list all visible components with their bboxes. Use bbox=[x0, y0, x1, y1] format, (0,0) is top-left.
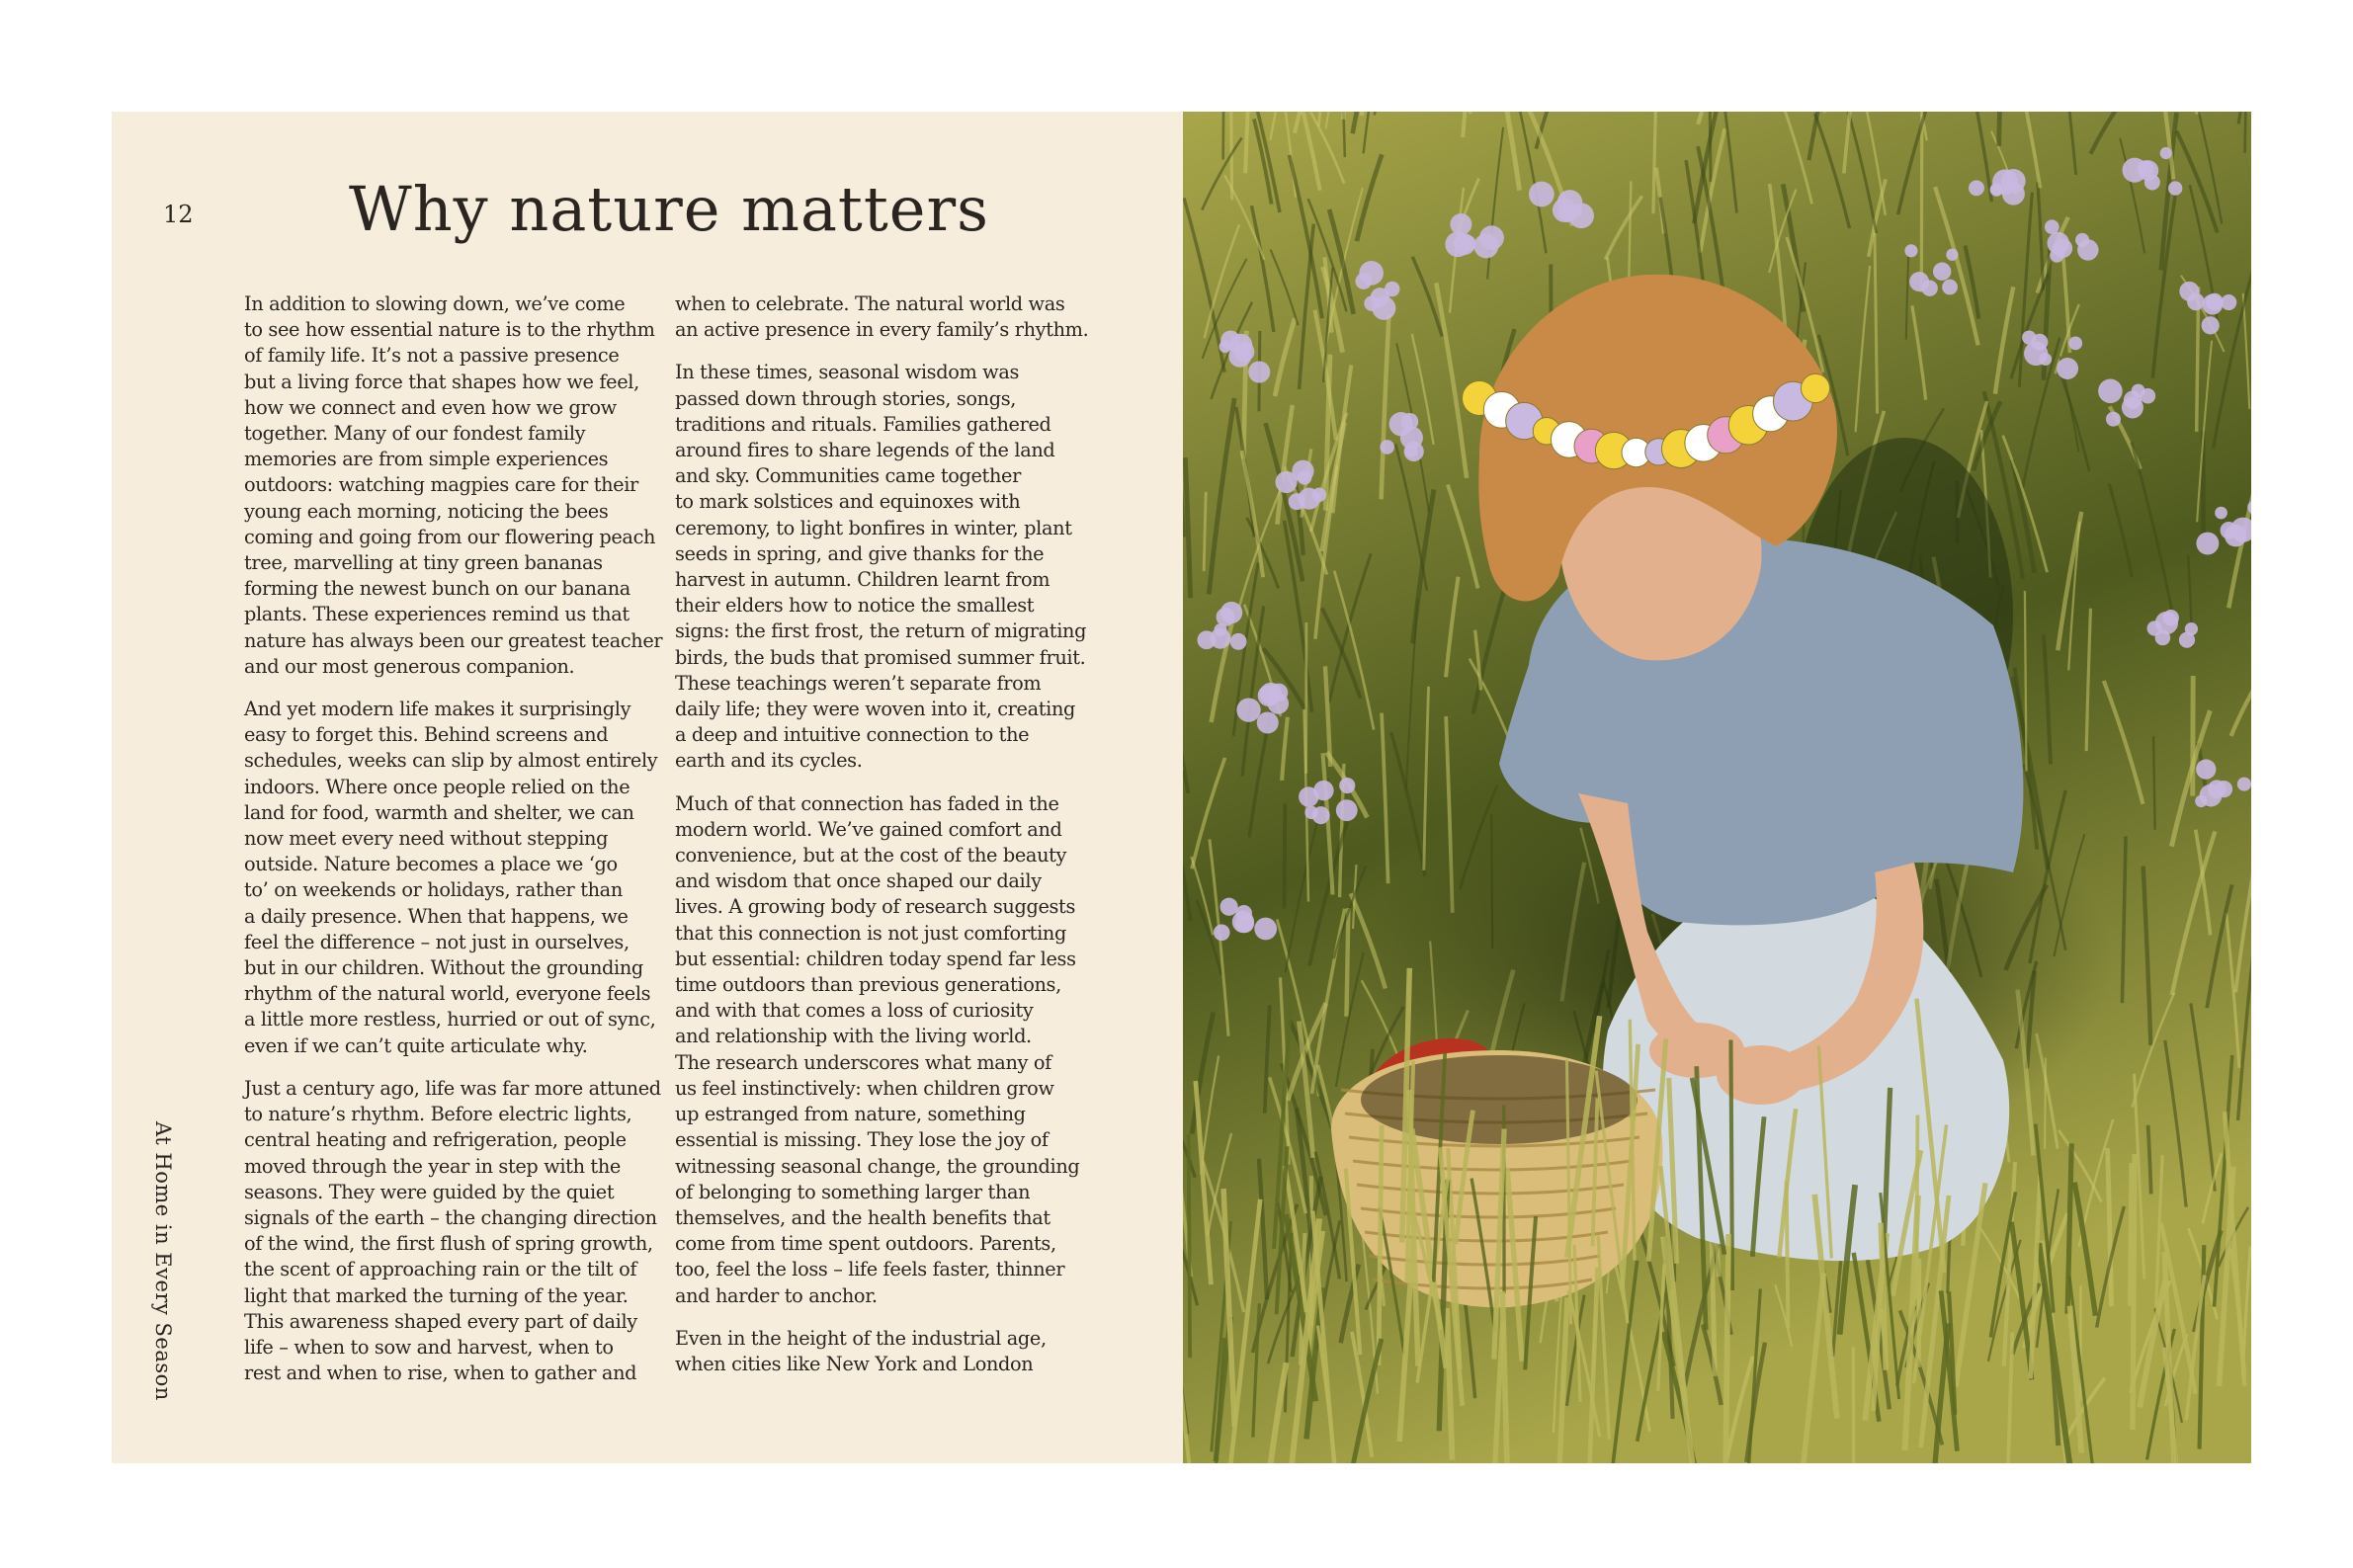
text-line: even if we can’t quite articulate why. bbox=[244, 1033, 588, 1057]
text-line: tree, marvelling at tiny green bananas bbox=[244, 551, 603, 575]
wildflower bbox=[1299, 786, 1318, 806]
wildflower bbox=[2045, 219, 2059, 234]
text-line: The research underscores what many of bbox=[675, 1050, 1051, 1074]
wildflower bbox=[2057, 358, 2078, 379]
wildflower bbox=[1299, 488, 1320, 510]
text-line: seasons. They were guided by the quiet bbox=[244, 1180, 615, 1203]
text-line: memories are from simple experiences bbox=[244, 448, 609, 471]
text-line: but a living force that shapes how we feel, bbox=[244, 370, 639, 393]
photo-illustration bbox=[1183, 112, 2251, 1463]
text-line: modern world. We’ve gained comfort and bbox=[675, 817, 1062, 841]
wildflower bbox=[1336, 799, 1358, 821]
text-line: nature has always been our greatest teacher bbox=[244, 628, 663, 652]
wildflower bbox=[1909, 272, 1929, 291]
wildflower bbox=[2202, 294, 2223, 315]
wildflower bbox=[1479, 225, 1504, 250]
text-line: outdoors: watching magpies care for their bbox=[244, 473, 638, 497]
wildflower bbox=[2031, 334, 2048, 351]
grass-blade bbox=[2133, 1154, 2135, 1430]
wildflower bbox=[1339, 778, 1355, 793]
wildflower bbox=[2202, 316, 2220, 334]
text-line: Just a century ago, life was far more attuned bbox=[244, 1076, 661, 1100]
text-line: Much of that connection has faded in the bbox=[675, 791, 1059, 815]
text-line: to mark solstices and equinoxes with bbox=[675, 490, 1021, 514]
wildflower bbox=[1217, 608, 1235, 626]
wildflower bbox=[2068, 336, 2082, 350]
wildflower bbox=[2141, 388, 2155, 403]
wildflower bbox=[1219, 341, 1230, 353]
text-line: now meet every need without stepping bbox=[244, 827, 609, 851]
book-spread bbox=[112, 112, 2251, 1463]
text-line: the scent of approaching rain or the tilt of bbox=[244, 1258, 637, 1281]
text-line: birds, the buds that promised summer fruit. bbox=[675, 645, 1086, 669]
page-title: Why nature matters bbox=[349, 173, 989, 245]
wildflower bbox=[2196, 533, 2219, 555]
photo-child-picking-flowers bbox=[1183, 112, 2251, 1463]
text-line: schedules, weeks can slip by almost entirely bbox=[244, 749, 658, 773]
text-line: easy to forget this. Behind screens and bbox=[244, 723, 609, 747]
text-line: but essential: children today spend far less bbox=[675, 947, 1076, 970]
grass-blade bbox=[2130, 1163, 2131, 1306]
text-line: a daily presence. When that happens, we bbox=[244, 904, 629, 928]
wildflower bbox=[2168, 181, 2182, 195]
wildflower bbox=[1210, 628, 1230, 649]
text-line: rest and when to rise, when to gather and bbox=[244, 1362, 637, 1385]
wildflower bbox=[2138, 160, 2154, 177]
wildflower bbox=[1405, 446, 1417, 457]
paragraph bbox=[675, 360, 1090, 774]
text-line: passed down through stories, songs, bbox=[675, 386, 1017, 410]
wildflower bbox=[1990, 183, 2003, 196]
wildflower bbox=[2221, 522, 2238, 539]
text-line: light that marked the turning of the year. bbox=[244, 1283, 629, 1307]
text-line: signs: the first frost, the return of migrating bbox=[675, 619, 1087, 643]
grass-blade bbox=[1346, 908, 1348, 1017]
text-line: coming and going from our flowering peach bbox=[244, 525, 656, 548]
grass-blade bbox=[1787, 1181, 1789, 1328]
text-line: to nature’s rhythm. Before electric lights, bbox=[244, 1103, 632, 1126]
paragraph bbox=[244, 697, 659, 1059]
text-line: witnessing seasonal change, the grounding bbox=[675, 1154, 1080, 1178]
text-line: when to celebrate. The natural world was bbox=[675, 292, 1065, 315]
wildflower bbox=[1969, 180, 1984, 196]
text-line: These teachings weren’t separate from bbox=[675, 671, 1042, 695]
text-line: and our most generous companion. bbox=[244, 654, 575, 678]
wildflower bbox=[2195, 795, 2207, 807]
text-line: and relationship with the living world. bbox=[675, 1025, 1032, 1048]
text-line: around fires to share legends of the land bbox=[675, 439, 1055, 462]
text-line: life – when to sow and harvest, when to bbox=[244, 1335, 614, 1359]
text-page bbox=[112, 112, 1183, 1463]
wildflower bbox=[1298, 470, 1312, 485]
grass-blade bbox=[1379, 1125, 1382, 1365]
text-line: plants. These experiences remind us that bbox=[244, 603, 630, 626]
wildflower bbox=[1254, 918, 1277, 941]
running-head: At Home in Every Season bbox=[151, 1121, 175, 1401]
text-line: a deep and intuitive connection to the bbox=[675, 723, 1030, 747]
wildflower bbox=[1220, 898, 1238, 916]
paragraph bbox=[244, 291, 663, 680]
text-line: In these times, seasonal wisdom was bbox=[675, 361, 1020, 384]
text-line: of the wind, the first flush of spring growth, bbox=[244, 1232, 653, 1256]
text-line: and wisdom that once shaped our daily bbox=[675, 869, 1042, 893]
text-line: an active presence in every family’s rhythm. bbox=[675, 318, 1089, 342]
text-line: their elders how to notice the smallest bbox=[675, 594, 1035, 618]
text-line: moved through the year in step with the bbox=[244, 1154, 621, 1178]
text-line: signals of the earth – the changing direction bbox=[244, 1205, 657, 1229]
wildflower bbox=[1230, 633, 1247, 650]
text-column-2 bbox=[675, 291, 1090, 1394]
wildflower bbox=[2155, 612, 2178, 634]
wildflower bbox=[2160, 147, 2172, 159]
text-line: of family life. It’s not a passive presence bbox=[244, 344, 620, 368]
wildflower bbox=[1312, 806, 1330, 824]
wildflower bbox=[2144, 175, 2160, 191]
text-line: time outdoors than previous generations, bbox=[675, 973, 1061, 997]
text-line: indoors. Where once people relied on the bbox=[244, 775, 630, 798]
wildflower bbox=[2077, 239, 2098, 260]
text-line: a little more restless, hurried or out of sync, bbox=[244, 1008, 656, 1032]
wildflower bbox=[2196, 759, 2216, 779]
paragraph bbox=[675, 1326, 1090, 1377]
text-line: us feel instinctively: when children grow bbox=[675, 1076, 1054, 1100]
text-line: traditions and rituals. Families gathered bbox=[675, 412, 1051, 436]
text-line: land for food, warmth and shelter, we can bbox=[244, 800, 634, 824]
page-number: 12 bbox=[163, 201, 194, 228]
text-line: essential is missing. They lose the joy of bbox=[675, 1128, 1049, 1152]
paragraph bbox=[675, 291, 1090, 343]
wildflower bbox=[1359, 261, 1384, 286]
text-line: come from time spent outdoors. Parents, bbox=[675, 1232, 1056, 1256]
wildflower bbox=[1445, 231, 1471, 257]
paragraph bbox=[675, 791, 1090, 1309]
text-line: harvest in autumn. Children learnt from bbox=[675, 568, 1050, 592]
wildflower bbox=[2237, 778, 2251, 791]
wildflower bbox=[1257, 711, 1279, 733]
wildflower bbox=[2179, 632, 2195, 648]
text-line: And yet modern life makes it surprisingly bbox=[244, 698, 631, 721]
wildflower bbox=[2124, 390, 2143, 409]
text-line: outside. Nature becomes a place we ‘go bbox=[244, 853, 618, 876]
wildflower bbox=[1248, 361, 1270, 382]
text-line: but in our children. Without the grounding bbox=[244, 956, 643, 980]
text-line: seeds in spring, and give thanks for the bbox=[675, 541, 1045, 565]
grass-blade bbox=[2153, 736, 2155, 830]
text-line: of belonging to something larger than bbox=[675, 1180, 1031, 1203]
wildflower bbox=[2179, 282, 2199, 301]
wildflower bbox=[1214, 925, 1230, 942]
wildflower bbox=[2106, 412, 2121, 427]
wildflower bbox=[1260, 683, 1282, 704]
wildflower bbox=[1557, 190, 1583, 215]
wildflower bbox=[1946, 249, 1958, 261]
text-line: themselves, and the health benefits that bbox=[675, 1205, 1050, 1229]
text-line: earth and its cycles. bbox=[675, 749, 863, 773]
wildflower bbox=[1529, 182, 1555, 207]
text-line: lives. A growing body of research suggests bbox=[675, 895, 1075, 919]
text-line: and with that comes a loss of curiosity bbox=[675, 999, 1034, 1023]
wildflower bbox=[2098, 379, 2123, 404]
wildflower bbox=[1385, 282, 1399, 296]
paragraph bbox=[244, 1076, 659, 1386]
grass-blade bbox=[2025, 591, 2027, 771]
text-line: together. Many of our fondest family bbox=[244, 422, 586, 446]
wildflower bbox=[1276, 471, 1298, 493]
text-line: Even in the height of the industrial age, bbox=[675, 1326, 1047, 1350]
wildflower bbox=[1389, 412, 1413, 436]
wildflower bbox=[2215, 507, 2227, 520]
text-line: young each morning, noticing the bees bbox=[244, 499, 609, 523]
wildflower bbox=[2221, 294, 2236, 310]
wildflower bbox=[2001, 169, 2025, 193]
crown-flower bbox=[1801, 373, 1829, 402]
grass-blade bbox=[1712, 1234, 1715, 1376]
wildflower bbox=[1942, 280, 1958, 295]
wildflower bbox=[1904, 244, 1917, 257]
text-line: This awareness shaped every part of daily bbox=[244, 1309, 637, 1333]
text-line: to’ on weekends or holidays, rather than bbox=[244, 878, 623, 902]
wildflower bbox=[2216, 781, 2232, 797]
text-line: that this connection is not just comforting bbox=[675, 921, 1066, 945]
text-line: In addition to slowing down, we’ve come bbox=[244, 292, 626, 315]
text-line: up estranged from nature, something bbox=[675, 1103, 1026, 1126]
text-line: too, feel the loss – life feels faster, thinner bbox=[675, 1258, 1065, 1281]
text-line: and sky. Communities came together bbox=[675, 464, 1021, 488]
wildflower bbox=[1235, 914, 1255, 934]
text-line: daily life; they were woven into it, creating bbox=[675, 698, 1076, 721]
text-line: forming the newest bunch on our banana bbox=[244, 577, 630, 601]
text-line: how we connect and even how we grow bbox=[244, 395, 617, 419]
wildflower bbox=[1236, 698, 1260, 721]
text-line: central heating and refrigeration, people bbox=[244, 1128, 627, 1152]
text-line: to see how essential nature is to the rhythm bbox=[244, 318, 655, 342]
text-line: when cities like New York and London bbox=[675, 1352, 1034, 1375]
text-line: feel the difference – not just in ourselves, bbox=[244, 930, 630, 953]
grass-blade bbox=[1189, 1134, 1190, 1359]
text-column-1 bbox=[244, 291, 663, 1403]
text-line: ceremony, to light bonfires in winter, plant bbox=[675, 516, 1072, 539]
text-line: convenience, but at the cost of the beauty bbox=[675, 844, 1067, 867]
wildflower bbox=[2050, 248, 2063, 262]
wildflower bbox=[1229, 334, 1252, 357]
grass-blade bbox=[1284, 804, 1285, 909]
text-line: and harder to anchor. bbox=[675, 1283, 878, 1307]
grass-blade bbox=[1725, 1234, 1728, 1463]
wildflower bbox=[1933, 263, 1951, 281]
wildflower bbox=[1450, 213, 1471, 235]
wildflower bbox=[1380, 440, 1394, 454]
text-line: rhythm of the natural world, everyone feels bbox=[244, 982, 651, 1006]
wildflower bbox=[2039, 353, 2052, 366]
